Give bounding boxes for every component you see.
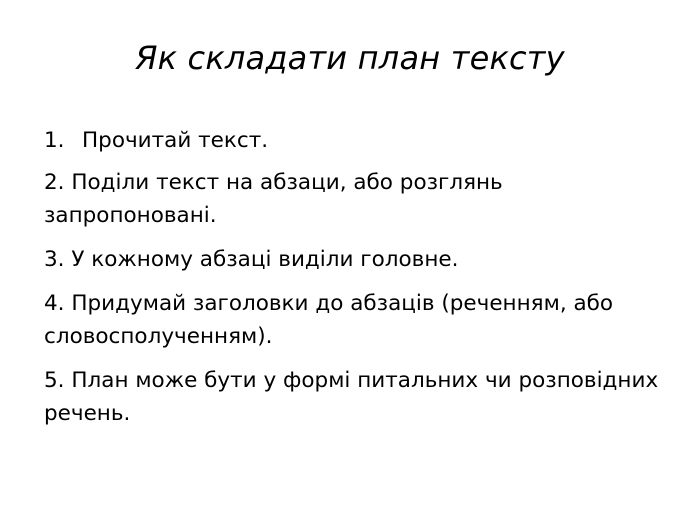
list-item-number: 4.: [44, 291, 65, 316]
list-item-number: 5.: [44, 368, 65, 393]
list-item-text: Придумай заголовки до абзаців (реченням, або словосполученням).: [44, 291, 614, 349]
list-item-number: 2.: [44, 170, 65, 195]
list-item: [44, 243, 664, 276]
list-item-text: Поділи текст на абзаци, або розглянь запропоновані.: [44, 170, 503, 228]
plan-steps-list: [44, 124, 664, 441]
list-item: [44, 166, 664, 232]
list-item: [44, 287, 664, 353]
list-item-number: 3.: [44, 247, 65, 272]
list-item: [44, 124, 664, 157]
list-item-text: У кожному абзаці виділи головне.: [71, 247, 459, 272]
list-item-text: План може бути у формі питальних чи розповідних речень.: [44, 368, 659, 426]
list-item-number: 1.: [44, 128, 65, 153]
list-item-text: Прочитай текст.: [82, 128, 269, 153]
slide-title: Як складати план тексту: [135, 39, 565, 77]
list-item: [44, 364, 664, 430]
